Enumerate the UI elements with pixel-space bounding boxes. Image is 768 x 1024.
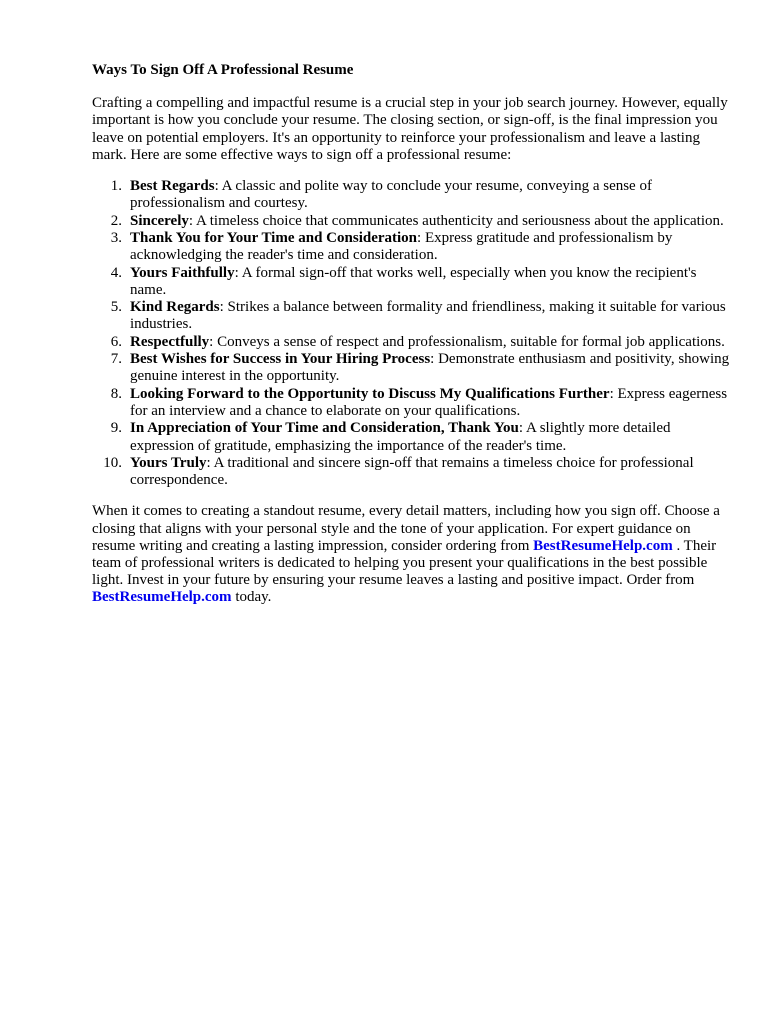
list-item-description: Express eagerness for an interview and a chance to elaborate on your qualifications. [130,385,728,419]
document-page [92,62,732,607]
list-item-description: A timeless choice that communicates authenticity and seriousness about the application. [193,212,724,229]
list-item-separator: : [188,212,194,229]
closing-text-2: . Their team of professional writers is dedicated to helping you present your qualifications in the best possible light. Invest in your future by ensuring your resume leaves a lasting and positive impact. Order from [92,537,717,589]
list-item [92,455,732,489]
list-item-number: 5. [110,299,122,316]
list-item-separator: : [609,385,614,402]
list-item-description: Demonstrate enthusiasm and positivity, showing genuine interest in the opportunity. [130,351,730,385]
list-item [92,334,732,351]
closing-text-1: When it comes to creating a standout resume, every detail matters, including how you sign off. Choose a closing that aligns with your personal style and the tone of your application. For expert guidance on resume writing and creating a lasting impression, consider ordering from [92,503,720,554]
list-item-number: 1. [110,178,122,195]
signoff-list [92,178,732,489]
bestresumehelp-link-2[interactable]: BestResumeHelp.com [92,589,232,606]
list-item-number: 10. [103,454,122,471]
list-item-number: 2. [110,212,122,229]
list-item [92,420,732,454]
list-item-number: 6. [110,333,122,350]
list-item-term: Sincerely [130,212,189,229]
intro-paragraph: Crafting a compelling and impactful resume is a crucial step in your job search journey. However, equally important is how you conclude your resume. The closing section, or sign-off, is the final impression you leave on potential employers. It's an opportunity to reinforce your professionalism and leave a lasting mark. Here are some effective ways to sign off a professional resume: [92,95,728,163]
list-item [92,213,732,230]
list-item-number: 4. [110,264,122,281]
closing-text-3: today. [231,589,272,606]
list-item-separator: : [214,178,219,195]
list-item [92,178,732,212]
list-item [92,230,732,264]
list-item-description: A formal sign-off that works well, especially when you know the recipient's name. [130,264,697,298]
list-item-term: Yours Faithfully [130,264,235,281]
list-item-description: Express gratitude and professionalism by acknowledging the reader's time and consideration. [130,230,673,264]
list-item-term: Looking Forward to the Opportunity to Discuss My Qualifications Further [130,385,610,402]
list-item-separator: : [518,420,524,437]
list-item-description: Conveys a sense of respect and professionalism, suitable for formal job applications. [213,333,725,350]
list-item-number: 8. [110,385,122,402]
list-item-separator: : [206,454,211,471]
list-item-separator: : [219,299,224,316]
list-item-separator: : [417,230,422,246]
list-item-term: Best Wishes for Success in Your Hiring Process [130,351,431,368]
list-item [92,386,732,420]
list-item-description: A traditional and sincere sign-off that remains a timeless choice for professional correspondence. [130,454,694,489]
list-item-separator: : [430,351,435,368]
list-item [92,265,732,299]
list-item-separator: : [209,333,214,350]
list-item-separator: : [234,264,239,281]
list-item-term: Yours Truly [130,454,207,471]
list-item-number: 3. [110,230,122,246]
list-item-number: 9. [110,420,122,437]
bestresumehelp-link-1[interactable]: BestResumeHelp.com [533,537,673,554]
list-item-term: In Appreciation of Your Time and Consideration, Thank You [130,420,519,437]
list-item-term: Best Regards [130,178,215,195]
list-item-description: Strikes a balance between formality and friendliness, making it suitable for various industries. [130,299,726,333]
list-item [92,299,732,333]
list-item [92,351,732,385]
list-item-number: 7. [110,351,122,368]
list-item-description: A slightly more detailed expression of gratitude, emphasizing the importance of the reader's time. [130,420,671,454]
list-item-description: A classic and polite way to conclude your resume, conveying a sense of professionalism and courtesy. [130,178,652,212]
closing-paragraph [92,503,732,606]
list-item-term: Kind Regards [130,299,220,316]
list-item-term: Respectfully [130,333,210,350]
list-item-term: Thank You for Your Time and Consideration [130,230,418,246]
document-title: Ways To Sign Off A Professional Resume [92,62,354,78]
